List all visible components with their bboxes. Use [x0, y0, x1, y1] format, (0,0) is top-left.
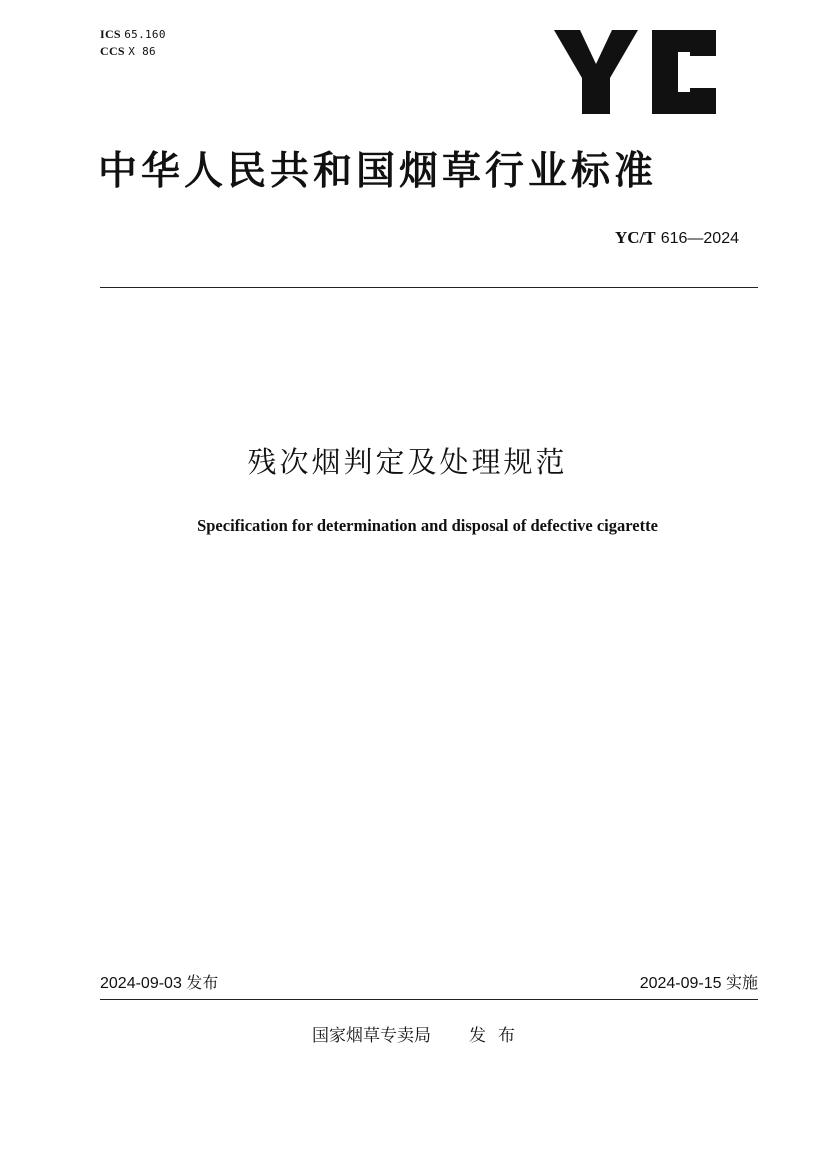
effective-date-value: 2024-09-15	[639, 975, 722, 992]
publish-verb: 发布	[469, 1026, 527, 1046]
issue-date-label: 发布	[186, 975, 219, 992]
issue-date	[100, 973, 218, 995]
yc-logo-letter-c	[652, 30, 716, 114]
bottom-divider	[100, 999, 758, 1000]
top-divider	[100, 287, 758, 288]
standard-code	[615, 228, 739, 248]
effective-date	[640, 973, 758, 995]
classification-codes	[100, 26, 166, 60]
standard-code-number: 616—2024	[660, 230, 739, 247]
document-title-chinese: 残次烟判定及处理规范	[247, 445, 568, 479]
ics-value: 65.160	[124, 28, 166, 41]
ics-label: ICS	[100, 27, 121, 41]
document-title-english: Specification for determination and disposal of defective cigarette	[197, 516, 658, 535]
publisher-name: 国家烟草专卖局	[312, 1026, 431, 1046]
publisher	[312, 1024, 527, 1048]
ccs-label: CCS	[100, 44, 125, 58]
standard-type-heading: 中华人民共和国烟草行业标准	[98, 149, 658, 194]
standard-code-prefix: YC/T	[614, 228, 656, 247]
effective-date-label: 实施	[725, 975, 758, 992]
yc-logo-letter-y	[554, 30, 638, 114]
yc-logo	[554, 30, 716, 116]
issue-date-value: 2024-09-03	[100, 975, 182, 992]
ccs-value: X 86	[128, 45, 156, 58]
ccs-code	[100, 43, 166, 60]
ics-code	[100, 26, 166, 43]
